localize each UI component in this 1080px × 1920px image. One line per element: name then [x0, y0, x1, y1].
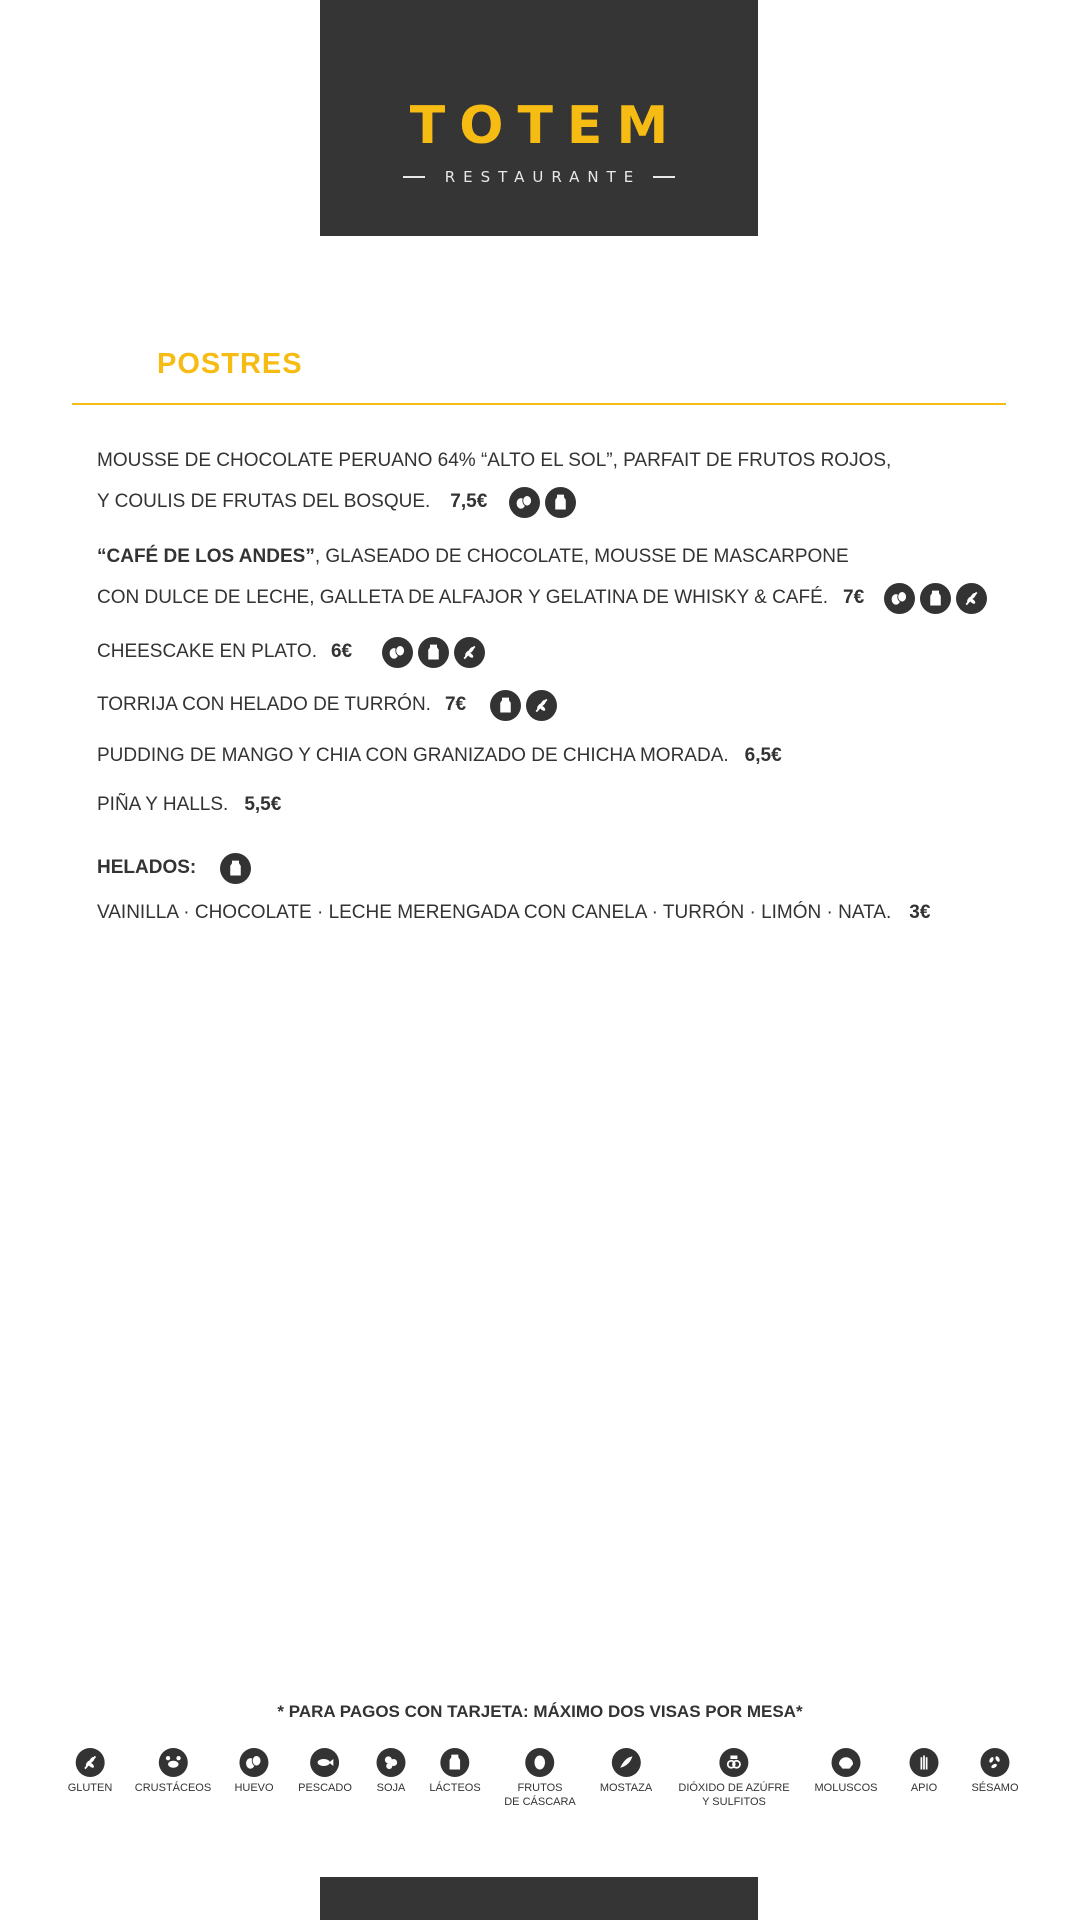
payment-note: * PARA PAGOS CON TARJETA: MÁXIMO DOS VISAS POR MESA*	[277, 1702, 803, 1721]
allergen-icons	[884, 583, 987, 614]
legend-gluten	[68, 1748, 113, 1795]
helados-title: HELADOS:	[97, 857, 197, 878]
menu-item-name-bold: “CAFÉ DE LOS ANDES”	[97, 546, 315, 567]
nut-icon	[526, 1748, 555, 1777]
legend-lacteos	[429, 1748, 480, 1795]
menu-item-5	[97, 736, 782, 776]
menu-item-price: 7€	[444, 694, 467, 715]
crab-icon	[159, 1748, 188, 1777]
menu-item-price: 5,5€	[244, 794, 282, 815]
egg-icon	[884, 583, 915, 614]
dairy-icon	[920, 583, 951, 614]
dairy-icon	[490, 690, 521, 721]
helados-heading-row	[97, 848, 251, 888]
gluten-icon	[454, 637, 485, 668]
logo-divider-left	[403, 176, 425, 178]
legend-mostaza	[600, 1748, 652, 1795]
legend-label: PESCADO	[298, 1782, 352, 1794]
helados-price: 3€	[909, 902, 931, 923]
menu-item-name: PUDDING DE MANGO Y CHIA CON GRANIZADO DE CHICHA MORADA.	[97, 745, 729, 766]
shell-icon	[832, 1748, 861, 1777]
egg-icon	[382, 637, 413, 668]
legend-sulfitos	[678, 1748, 789, 1809]
egg-icon	[240, 1748, 269, 1777]
menu-item-price: 6,5€	[744, 745, 782, 766]
menu-item-price: 6€	[330, 641, 353, 662]
legend-label: FRUTOS DE CÁSCARA	[504, 1782, 576, 1808]
legend-label: SÉSAMO	[971, 1782, 1019, 1794]
menu-item-1-line1: MOUSSE DE CHOCOLATE PERUANO 64% “ALTO EL SOL”, PARFAIT DE FRUTOS ROJOS,	[97, 450, 892, 471]
mustard-icon	[611, 1748, 640, 1777]
legend-label: MOLUSCOS	[814, 1782, 878, 1794]
legend-huevo	[234, 1748, 273, 1795]
legend-frutos-de-cascara	[504, 1748, 576, 1809]
menu-item-price: 7,5€	[450, 491, 488, 512]
logo-subtitle-row	[320, 166, 758, 188]
egg-icon	[509, 487, 540, 518]
menu-item-3	[97, 632, 485, 672]
allergen-icons	[490, 690, 557, 721]
legend-label: DIÓXIDO DE AZÚFRE Y SULFITOS	[678, 1782, 790, 1808]
helados-flavors-row	[97, 893, 930, 933]
dairy-icon	[440, 1748, 469, 1777]
menu-item-name: Y COULIS DE FRUTAS DEL BOSQUE.	[97, 491, 431, 512]
menu-item-name: TORRIJA CON HELADO DE TURRÓN.	[97, 694, 431, 715]
legend-crustaceos	[135, 1748, 211, 1795]
logo-divider-right	[653, 176, 675, 178]
menu-item-2-line1	[97, 537, 849, 577]
menu-item-1-line2	[97, 482, 576, 522]
legend-label: CRUSTÁCEOS	[134, 1782, 212, 1794]
legend-label: SOJA	[376, 1782, 406, 1794]
menu-item-4	[97, 685, 557, 725]
menu-item-price: 7€	[843, 587, 865, 608]
allergen-legend	[0, 1748, 1080, 1828]
sulphite-icon	[720, 1748, 749, 1777]
gluten-icon	[956, 583, 987, 614]
menu-item-description: CON DULCE DE LECHE, GALLETA DE ALFAJOR Y GELATINA DE WHISKY & CAFÉ.	[97, 587, 829, 608]
helados-flavors: VAINILLA · CHOCOLATE · LECHE MERENGADA CON CANELA · TURRÓN · LIMÓN · NATA.	[97, 902, 892, 923]
legend-label: LÁCTEOS	[429, 1782, 481, 1794]
menu-item-name: PIÑA Y HALLS.	[97, 794, 229, 815]
legend-apio	[910, 1748, 939, 1795]
celery-icon	[910, 1748, 939, 1777]
allergen-icons	[509, 487, 576, 518]
soy-icon	[377, 1748, 406, 1777]
dairy-icon	[545, 487, 576, 518]
logo-header	[320, 0, 758, 236]
legend-label: HUEVO	[234, 1782, 274, 1794]
legend-label: APIO	[910, 1782, 938, 1794]
legend-pescado	[298, 1748, 352, 1795]
dairy-icon	[418, 637, 449, 668]
menu-item-description: , GLASEADO DE CHOCOLATE, MOUSSE DE MASCARPONE	[314, 546, 849, 567]
menu-item-6	[97, 785, 281, 825]
section-divider	[72, 403, 1006, 405]
sesame-icon	[980, 1748, 1009, 1777]
logo-wordmark: TOTEM	[409, 96, 683, 156]
fish-icon	[310, 1748, 339, 1777]
legend-moluscos	[815, 1748, 878, 1795]
section-title: POSTRES	[157, 348, 303, 380]
gluten-icon	[76, 1748, 105, 1777]
legend-label: MOSTAZA	[599, 1782, 653, 1794]
logo-subtitle: RESTAURANTE	[444, 167, 642, 186]
menu-item-2-line2	[97, 578, 987, 618]
gluten-icon	[526, 690, 557, 721]
legend-sesamo	[971, 1748, 1018, 1795]
dairy-icon	[220, 853, 251, 884]
footer-bar	[320, 1877, 758, 1920]
allergen-icons	[382, 637, 485, 668]
legend-label: GLUTEN	[67, 1782, 113, 1794]
allergen-icons	[220, 853, 251, 884]
menu-item-name: CHEESCAKE EN PLATO.	[97, 641, 317, 662]
legend-soja	[377, 1748, 406, 1795]
